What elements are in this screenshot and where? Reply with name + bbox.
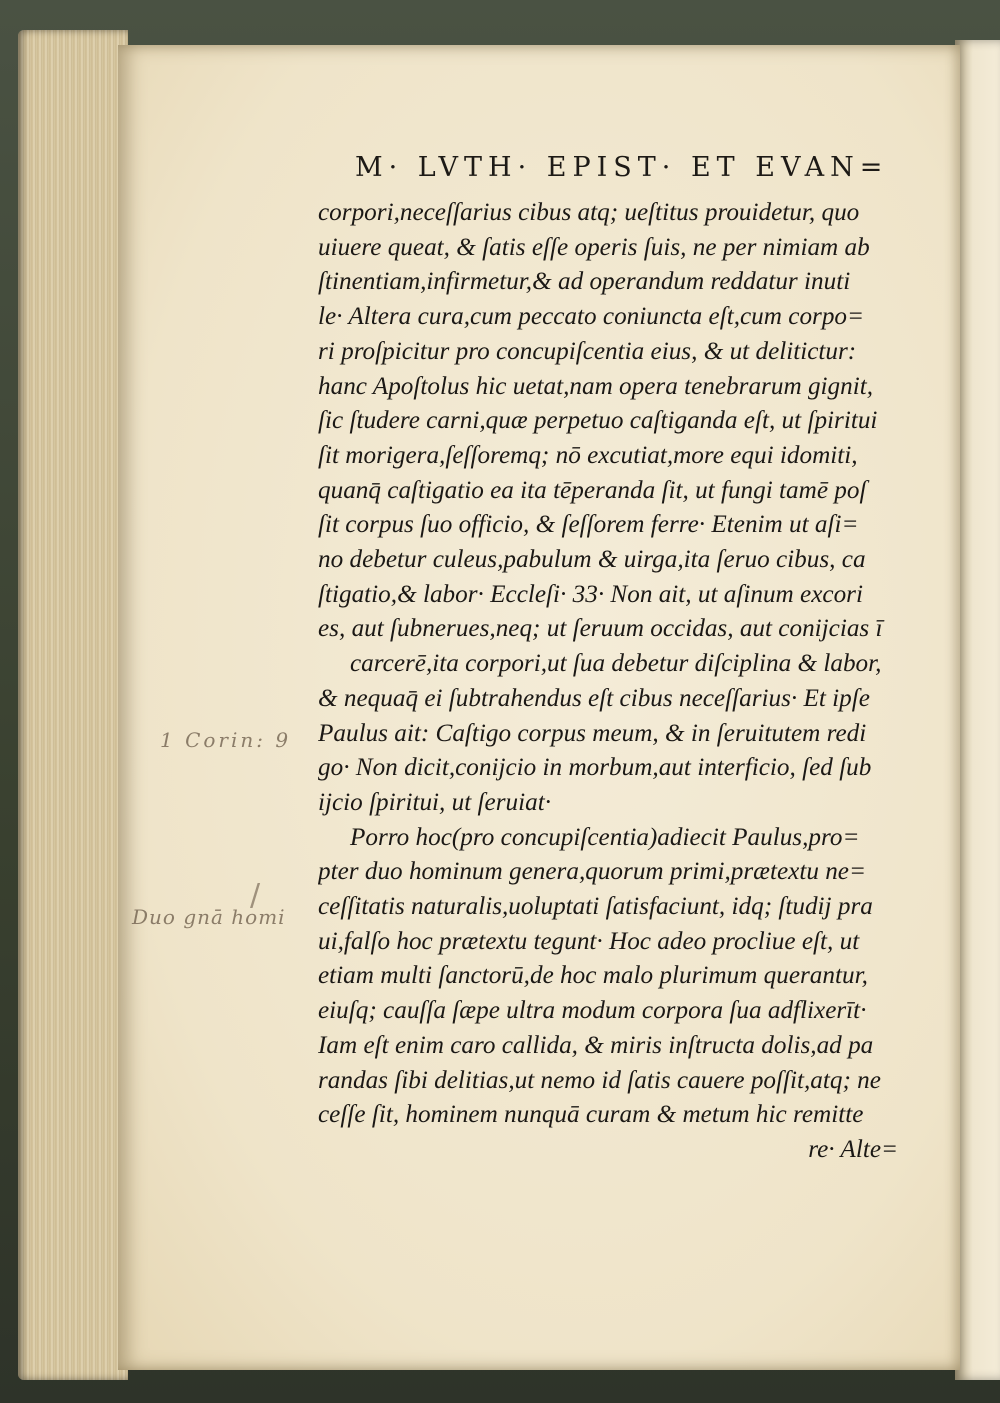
text-line: ui,falſo hoc prætextu tegunt· Hoc adeo procliue eſt, ut (318, 927, 860, 955)
running-head: M· LVTH· EPIST· ET EVAN= (355, 152, 889, 183)
book-right-page-edge (955, 40, 1000, 1380)
book-left-page-edges (18, 30, 128, 1380)
text-line: ceſſitatis naturalis,uoluptati ſatisfaciunt, idq; ſtudij pra (318, 893, 873, 921)
text-line: ſit morigera,ſeſſoremq; nō excutiat,more equi idomiti, (318, 441, 858, 469)
text-line: ſtinentiam,infirmetur,& ad operandum reddatur inuti (318, 268, 851, 296)
text-line: ſit corpus ſuo officio, & ſeſſorem ferre· Etenim ut aſi= (318, 511, 859, 539)
text-line: no debetur culeus,pabulum & uirga,ita ſeruo cibus, ca (318, 546, 866, 574)
text-line: Paulus ait: Caſtigo corpus meum, & in ſeruitutem redi (318, 719, 867, 747)
text-line: eiuſq; cauſſa ſæpe ultra modum corpora ſua adflixerīt· (318, 997, 867, 1025)
text-line: hanc Apoſtolus hic uetat,nam opera tenebrarum gignit, (318, 372, 874, 400)
marginal-stroke: / (250, 878, 261, 913)
text-line: ſic ſtudere carni,quæ perpetuo caſtiganda eſt, ut ſpiritui (318, 407, 878, 435)
text-line: ri proſpicitur pro concupiſcentia eius, & ut delitictur: (318, 337, 857, 365)
paragraph-start-line: Porro hoc(pro concupiſcentia)adiecit Paulus,pro= (350, 823, 860, 851)
text-line: ijcio ſpiritui, ut ſeruiat· (318, 788, 551, 816)
text-line: randas ſibi delitias,ut nemo id ſatis cauere poſſit,atq; ne (318, 1066, 881, 1094)
text-line: es, aut ſubnerues,neq; ut ſeruum occidas, aut conijcias ī (318, 615, 883, 643)
text-line: le· Altera cura,cum peccato coniuncta eſt,cum corpo= (318, 303, 865, 331)
text-line: carcerē,ita corpori,ut ſua debetur diſciplina & labor, (350, 650, 882, 678)
text-line: go· Non dicit,conijcio in morbum,aut interficio, ſed ſub (318, 754, 872, 782)
marginal-note-2: Duo gnā homi (132, 905, 286, 929)
marginal-note-1: 1 Corin: 9 (160, 728, 292, 752)
text-line: pter duo hominum genera,quorum primi,prætextu ne= (318, 858, 866, 886)
text-line: quanq̄ caſtigatio ea ita tēperanda ſit, ut fungi tamē poſ (318, 476, 867, 504)
text-line: ſtigatio,& labor· Eccleſi· 33· Non ait, ut aſinum excori (318, 580, 863, 608)
text-line: & nequaq̄ ei ſubtrahendus eſt cibus neceſſarius· Et ipſe (318, 684, 870, 712)
catchword: re· Alte= (808, 1135, 898, 1163)
text-line: etiam multi ſanctorū,de hoc malo plurimum querantur, (318, 962, 868, 990)
main-text-block (318, 196, 898, 1168)
text-line: corpori,neceſſarius cibus atq; ueſtitus prouidetur, quo (318, 199, 860, 226)
text-line: uiuere queat, & ſatis eſſe operis ſuis, ne per nimiam ab (318, 233, 870, 261)
text-line: Iam eſt enim caro callida, & miris inſtructa dolis,ad pa (318, 1031, 874, 1059)
text-line: ceſſe ſit, hominem nunquā curam & metum hic remitte (318, 1101, 864, 1129)
